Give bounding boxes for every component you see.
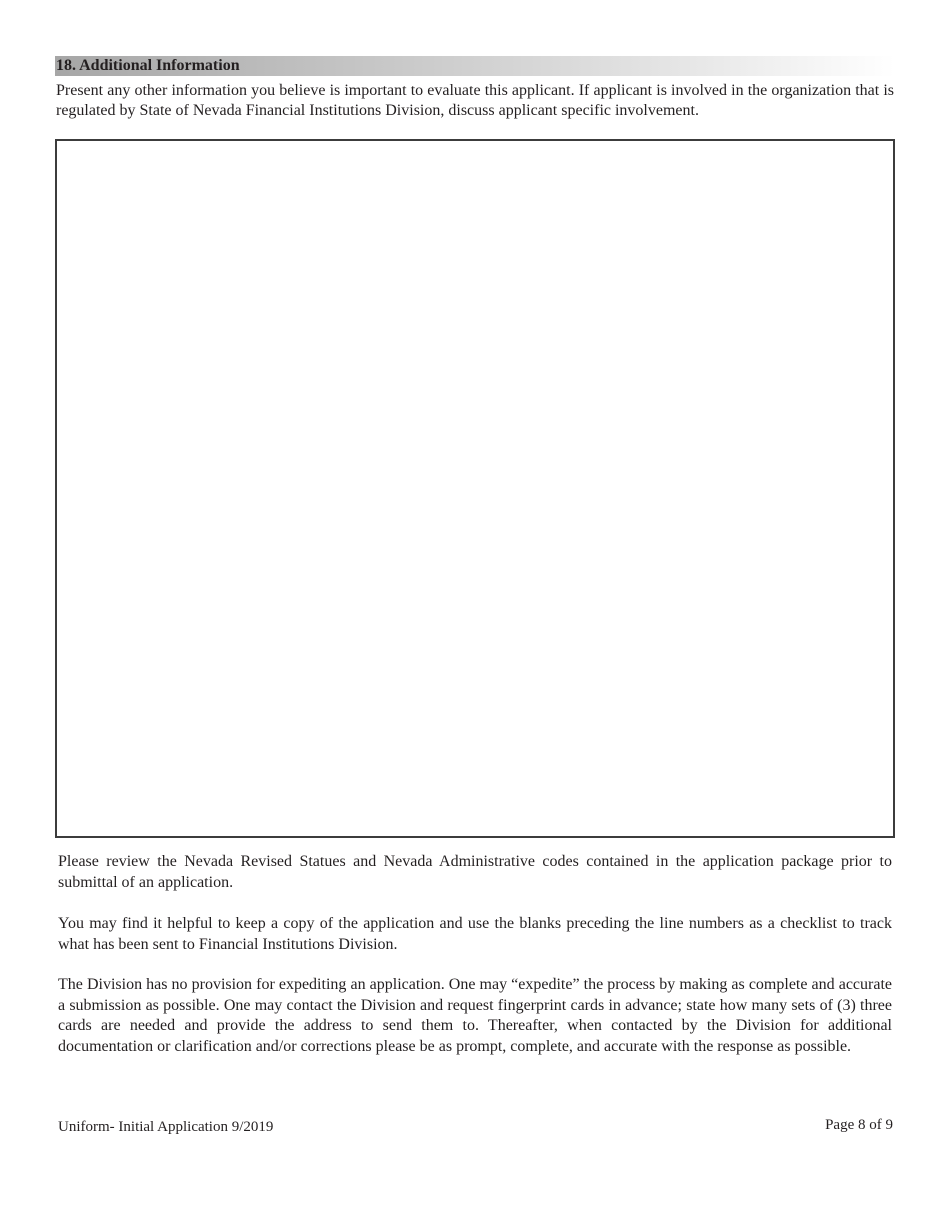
expedite-note: The Division has no provision for expediting an application. One may “expedite” the process by making as complete and accurate a submission as possible. One may contact the Division and request fingerprint cards in advance; state how many sets of (3) three cards are needed and provide the address to send them to. Thereafter, when contacted by the Division for additional documentation or clarification and/or corrections please be as prompt, complete, and accurate with the response as possible. xyxy=(58,976,892,1055)
additional-information-field[interactable] xyxy=(55,139,895,838)
section-title: 18. Additional Information xyxy=(56,57,240,74)
review-note: Please review the Nevada Revised Statues and Nevada Administrative codes contained in the application package prior to submittal of an application. xyxy=(58,853,892,891)
footer-page-number: Page 8 of 9 xyxy=(825,1117,893,1133)
footer-form-name: Uniform- Initial Application 9/2019 xyxy=(58,1119,274,1135)
section-header xyxy=(55,56,895,76)
section-instructions: Present any other information you believe is important to evaluate this applicant. If applicant is involved in the organization that is regulated by State of Nevada Financial Institutions Division, discuss applicant specific involvement. xyxy=(56,82,894,119)
checklist-note: You may find it helpful to keep a copy of the application and use the blanks preceding the line numbers as a checklist to track what has been sent to Financial Institutions Division. xyxy=(58,915,892,953)
